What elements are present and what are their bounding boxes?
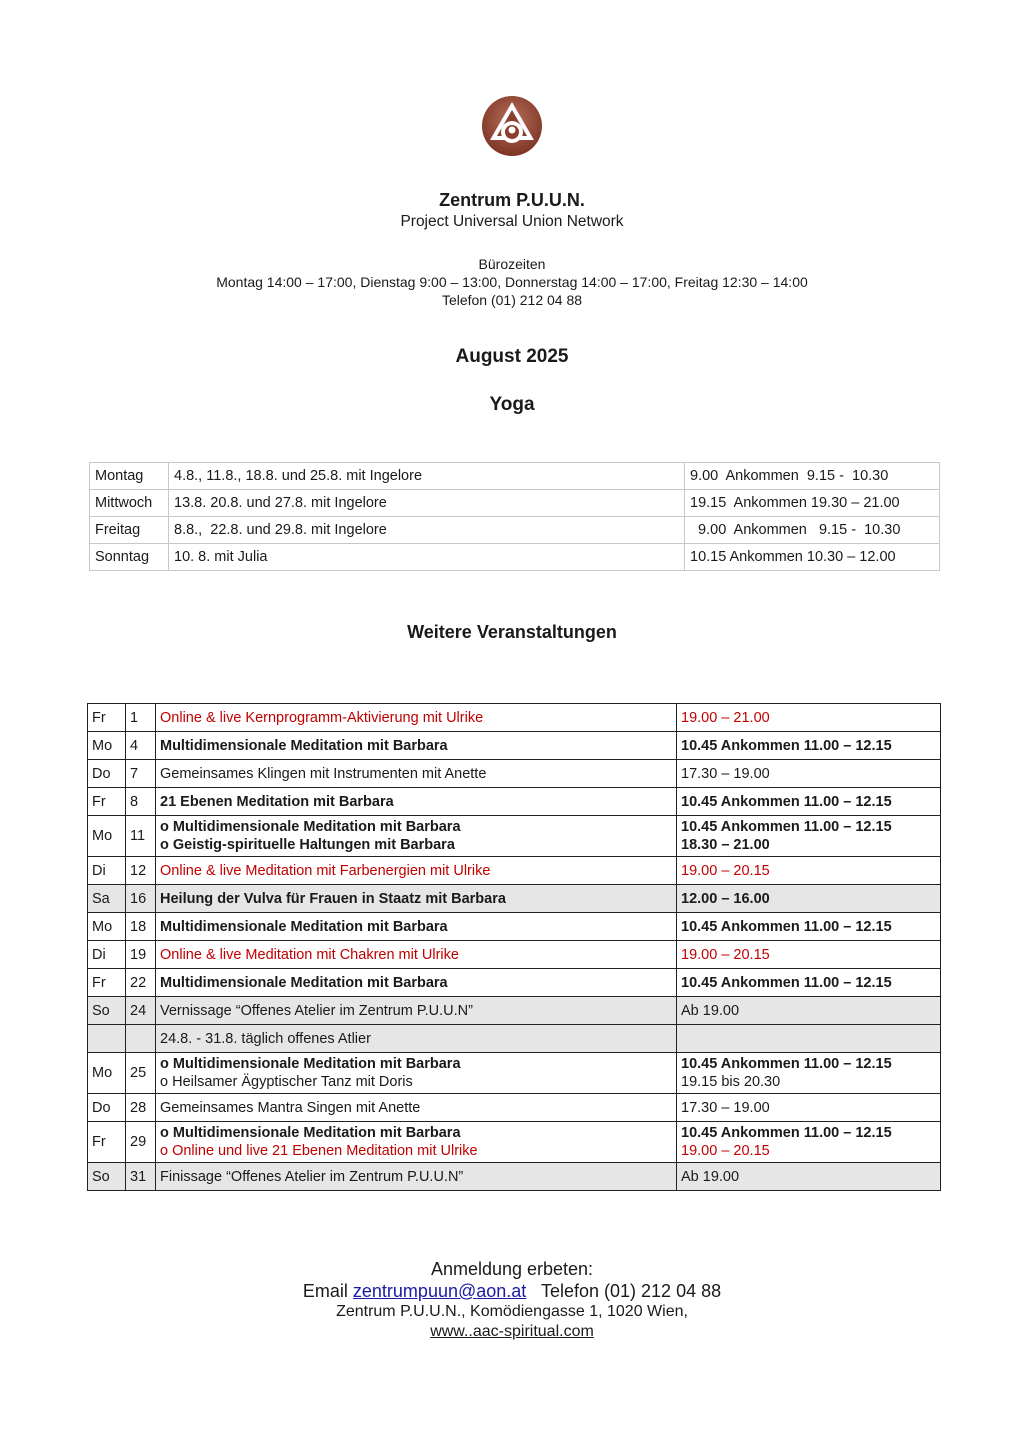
event-description	[156, 941, 677, 969]
event-time	[677, 704, 941, 732]
office-phone: Telefon (01) 212 04 88	[441, 292, 583, 308]
event-day: Fr	[88, 1122, 126, 1163]
event-date: 18	[126, 913, 156, 941]
event-time-line: Ab 19.00	[681, 1168, 740, 1185]
org-subtitle: Project Universal Union Network	[400, 213, 624, 230]
yoga-time: 9.00 Ankommen 9.15 - 10.30	[685, 517, 940, 544]
event-time	[677, 732, 941, 760]
event-time	[677, 816, 941, 857]
yoga-dates: 13.8. 20.8. und 27.8. mit Ingelore	[169, 490, 685, 517]
office-hours: Montag 14:00 – 17:00, Dienstag 9:00 – 13:00, Donnerstag 14:00 – 17:00, Freitag 12:30 – 14:00	[216, 274, 808, 290]
event-title: Online & live Meditation mit Chakren mit Ulrike	[160, 946, 459, 963]
event-title: o Online und live 21 Ebenen Meditation mit Ulrike	[160, 1143, 478, 1159]
website-link[interactable]: www..aac-spiritual.com	[430, 1323, 594, 1340]
event-description	[156, 788, 677, 816]
event-day: Do	[88, 1094, 126, 1122]
event-title: Online & live Meditation mit Farbenergien mit Ulrike	[160, 862, 491, 879]
yoga-day: Mittwoch	[90, 490, 169, 517]
event-time	[677, 857, 941, 885]
event-time-line: 17.30 – 19.00	[681, 1099, 770, 1116]
event-title: o Multidimensionale Meditation mit Barbara	[160, 1056, 461, 1072]
event-time-line: 10.45 Ankommen 11.00 – 12.15	[681, 819, 892, 835]
event-title: o Multidimensionale Meditation mit Barbara	[160, 1125, 461, 1141]
puun-logo	[481, 95, 543, 157]
event-time-line: 10.45 Ankommen 11.00 – 12.15	[681, 1125, 892, 1141]
event-title: Heilung der Vulva für Frauen in Staatz mit Barbara	[160, 890, 506, 907]
event-title: Multidimensionale Meditation mit Barbara	[160, 737, 448, 754]
event-title: Online & live Kernprogramm-Aktivierung mit Ulrike	[160, 709, 484, 726]
event-date: 19	[126, 941, 156, 969]
event-time	[677, 941, 941, 969]
event-date: 1	[126, 704, 156, 732]
event-title: 24.8. - 31.8. täglich offenes Atlier	[160, 1030, 371, 1047]
event-time	[677, 1094, 941, 1122]
event-day: Mo	[88, 732, 126, 760]
event-day: Sa	[88, 885, 126, 913]
yoga-row	[90, 490, 940, 517]
event-title: Finissage “Offenes Atelier im Zentrum P.U.U.N”	[160, 1168, 464, 1185]
event-day: Di	[88, 857, 126, 885]
contact-line	[0, 1281, 1024, 1302]
event-time-line: 10.45 Ankommen 11.00 – 12.15	[681, 974, 892, 991]
event-row	[88, 816, 941, 857]
event-row	[88, 1122, 941, 1163]
event-time-line: 10.45 Ankommen 11.00 – 12.15	[681, 1056, 892, 1072]
event-day: Mo	[88, 913, 126, 941]
event-date: 31	[126, 1163, 156, 1191]
event-description	[156, 997, 677, 1025]
event-time-line: 17.30 – 19.00	[681, 765, 770, 782]
registration-note: Anmeldung erbeten:	[430, 1259, 594, 1279]
event-row	[88, 913, 941, 941]
event-description	[156, 1094, 677, 1122]
address: Zentrum P.U.U.N., Komödiengasse 1, 1020 Wien,	[336, 1303, 688, 1320]
event-time-line: Ab 19.00	[681, 1002, 740, 1019]
event-day: Di	[88, 941, 126, 969]
yoga-time: 9.00 Ankommen 9.15 - 10.30	[685, 463, 940, 490]
event-row	[88, 857, 941, 885]
event-date	[126, 1025, 156, 1053]
event-row	[88, 1025, 941, 1053]
event-row	[88, 788, 941, 816]
yoga-day: Sonntag	[90, 544, 169, 571]
event-title: Multidimensionale Meditation mit Barbara	[160, 974, 448, 991]
event-row	[88, 1163, 941, 1191]
event-time-line: 19.15 bis 20.30	[681, 1074, 781, 1090]
event-row	[88, 1053, 941, 1094]
event-date: 24	[126, 997, 156, 1025]
footer-phone: Telefon (01) 212 04 88	[526, 1281, 722, 1301]
yoga-time: 10.15 Ankommen 10.30 – 12.00	[685, 544, 940, 571]
events-title: Weitere Veranstaltungen	[407, 622, 617, 642]
org-name: Zentrum P.U.U.N.	[439, 190, 585, 210]
yoga-row	[90, 517, 940, 544]
event-day: Do	[88, 760, 126, 788]
event-time-line: 19.00 – 20.15	[681, 946, 770, 963]
event-description	[156, 1053, 677, 1094]
yoga-row	[90, 463, 940, 490]
event-time-line: 18.30 – 21.00	[681, 837, 770, 853]
yoga-dates: 4.8., 11.8., 18.8. und 25.8. mit Ingelore	[169, 463, 685, 490]
event-row	[88, 997, 941, 1025]
yoga-dates: 10. 8. mit Julia	[169, 544, 685, 571]
event-description	[156, 969, 677, 997]
event-row	[88, 941, 941, 969]
yoga-table	[89, 462, 940, 571]
event-date: 22	[126, 969, 156, 997]
event-day: Fr	[88, 788, 126, 816]
event-title: 21 Ebenen Meditation mit Barbara	[160, 793, 394, 810]
event-description	[156, 704, 677, 732]
office-hours-title: Bürozeiten	[478, 256, 546, 272]
event-time	[677, 885, 941, 913]
yoga-day: Freitag	[90, 517, 169, 544]
event-time-line: 19.00 – 20.15	[681, 1143, 770, 1159]
event-description	[156, 816, 677, 857]
event-title: o Multidimensionale Meditation mit Barbara	[160, 819, 461, 835]
event-description	[156, 1025, 677, 1053]
event-day: Mo	[88, 1053, 126, 1094]
event-time	[677, 788, 941, 816]
email-link[interactable]: zentrumpuun@aon.at	[352, 1281, 527, 1301]
event-title: o Geistig-spirituelle Haltungen mit Barbara	[160, 837, 455, 853]
event-description	[156, 913, 677, 941]
event-title: o Heilsamer Ägyptischer Tanz mit Doris	[160, 1074, 413, 1090]
event-date: 4	[126, 732, 156, 760]
event-description	[156, 857, 677, 885]
event-time-line: 10.45 Ankommen 11.00 – 12.15	[681, 793, 892, 810]
event-date: 11	[126, 816, 156, 857]
event-time	[677, 1053, 941, 1094]
event-time	[677, 913, 941, 941]
event-day	[88, 1025, 126, 1053]
event-title: Gemeinsames Klingen mit Instrumenten mit Anette	[160, 765, 487, 782]
event-description	[156, 1163, 677, 1191]
month-title: August 2025	[455, 346, 569, 367]
event-day: So	[88, 997, 126, 1025]
event-time	[677, 1163, 941, 1191]
event-row	[88, 1094, 941, 1122]
event-date: 29	[126, 1122, 156, 1163]
event-day: Mo	[88, 816, 126, 857]
event-date: 25	[126, 1053, 156, 1094]
event-description	[156, 1122, 677, 1163]
event-date: 28	[126, 1094, 156, 1122]
events-table	[87, 703, 941, 1191]
yoga-row	[90, 544, 940, 571]
event-row	[88, 760, 941, 788]
event-time-line: 19.00 – 20.15	[681, 862, 770, 879]
event-time-line: 10.45 Ankommen 11.00 – 12.15	[681, 918, 892, 935]
event-row	[88, 732, 941, 760]
yoga-dates: 8.8., 22.8. und 29.8. mit Ingelore	[169, 517, 685, 544]
email-label: Email	[302, 1281, 353, 1301]
event-description	[156, 732, 677, 760]
yoga-title: Yoga	[489, 394, 535, 415]
event-date: 16	[126, 885, 156, 913]
website-line	[0, 1323, 1024, 1341]
event-row	[88, 969, 941, 997]
event-date: 7	[126, 760, 156, 788]
event-time-line: 10.45 Ankommen 11.00 – 12.15	[681, 737, 892, 754]
event-time-line: 12.00 – 16.00	[681, 890, 770, 907]
event-day: Fr	[88, 969, 126, 997]
event-time-line: 19.00 – 21.00	[681, 709, 770, 726]
event-time	[677, 1025, 941, 1053]
event-time	[677, 997, 941, 1025]
event-time	[677, 760, 941, 788]
event-row	[88, 704, 941, 732]
event-day: Fr	[88, 704, 126, 732]
event-description	[156, 760, 677, 788]
event-day: So	[88, 1163, 126, 1191]
yoga-day: Montag	[90, 463, 169, 490]
event-title: Vernissage “Offenes Atelier im Zentrum P.U.U.N”	[160, 1002, 473, 1019]
event-title: Multidimensionale Meditation mit Barbara	[160, 918, 448, 935]
event-date: 12	[126, 857, 156, 885]
yoga-time: 19.15 Ankommen 19.30 – 21.00	[685, 490, 940, 517]
event-description	[156, 885, 677, 913]
event-row	[88, 885, 941, 913]
event-time	[677, 969, 941, 997]
event-date: 8	[126, 788, 156, 816]
event-time	[677, 1122, 941, 1163]
event-title: Gemeinsames Mantra Singen mit Anette	[160, 1099, 421, 1116]
